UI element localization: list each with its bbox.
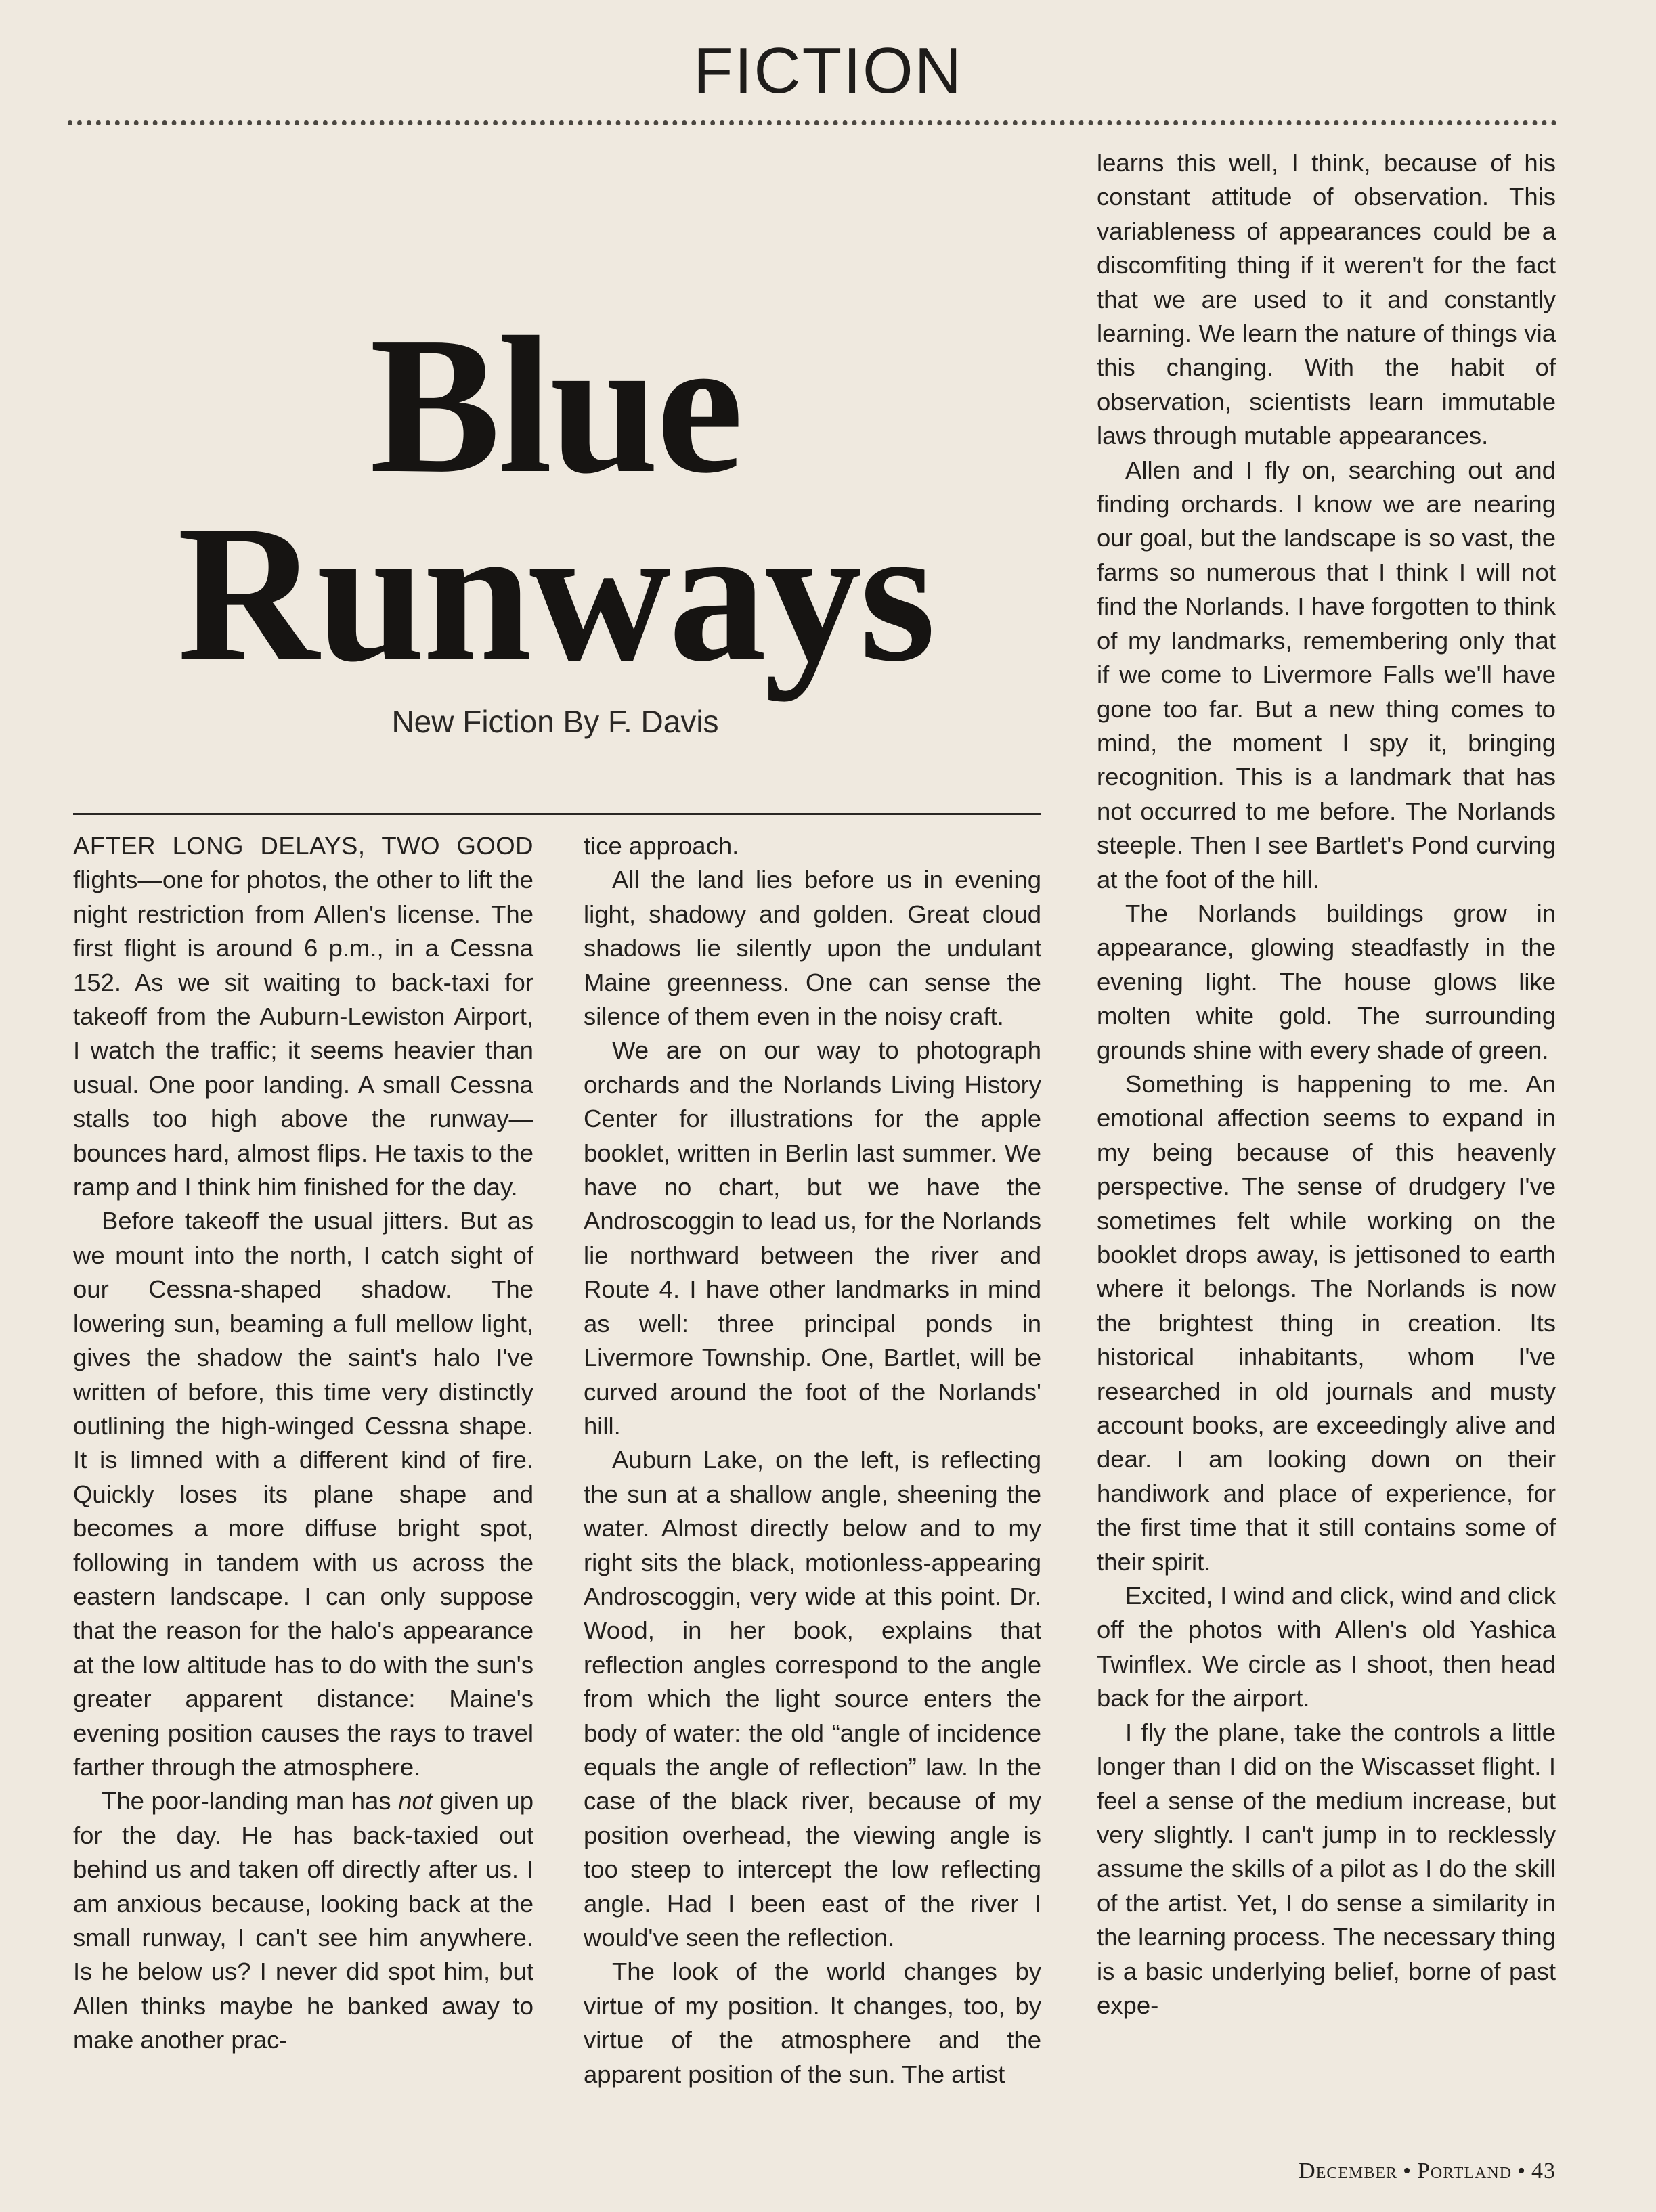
page-footer (1299, 2156, 1556, 2186)
headline-line-2: Runways (177, 485, 934, 702)
paragraph: Excited, I wind and click, wind and click off the photos with Allen's old Yashica Twinflex. We circle as I shoot, then head back for the airport. (1097, 1582, 1556, 1712)
paragraph: learns this well, I think, because of his constant attitude of observation. This variableness of appearances could be a discomfiting thing if it weren't for the fact that we are used to it and constantly learning. We learn the nature of things via this changing. With the habit of observation, scientists learn immutable laws through mutable appearances. (1097, 149, 1556, 450)
paragraph (73, 829, 533, 1204)
byline: New Fiction By F. Davis (391, 704, 719, 739)
byline-rule (73, 813, 1041, 815)
paragraph: Something is happening to me. An emotional affection seems to expand in my being because of this heavenly perspective. The sense of drudgery I've sometimes felt while working on the booklet drops away, is jettisoned to earth where it belongs. The Norlands is now the brightest thing in creation. Its historical inhabitants, whom I've researched in old journals and musty account books, are exceedingly alive and dear. I am looking down on their handiwork and place of experience, for the first time that it still contains some of their spirit. (1097, 1069, 1556, 1576)
footer-magazine: Portland (1416, 2159, 1512, 2184)
paragraph: Auburn Lake, on the left, is reflecting the sun at a shallow angle, sheening the water. Almost directly below and to my right sits the black, motionless-appearing Androscoggin, very wide at this point. Dr. Wood, in her book, explains that reflection angles correspond to the angle from which the light source enters the body of water: the old “angle of incidence equals the angle of reflection” law. In the case of the black river, because of my position overhead, the viewing angle is too steep to intercept the low reflecting angle. Had I been east of the river I would've seen the reflection. (584, 1446, 1041, 1951)
paragraph: Allen and I fly on, searching out and finding orchards. I know we are nearing our goal, but the landscape is so vast, the farms so numerous that I think I will not find the Norlands. I have forgotten to think of my landmarks, remembering only that if we come to Livermore Falls we'll have gone too far. But a new thing comes to mind, the moment I spy it, bringing recognition. This is a landmark that has not occurred to me before. The Norlands steeple. Then I see Bartlet's Pond curving at the foot of the hill. (1097, 456, 1556, 893)
article-column-1 (73, 829, 533, 2058)
paragraph: All the land lies before us in evening light, shadowy and golden. Great cloud shadows lie silently upon the undulant Maine greenness. One can sense the silence of them even in the noisy craft. (584, 866, 1041, 1031)
paragraph: The Norlands buildings grow in appearance, glowing steadfastly in the evening light. The house glows like molten white gold. The surrounding grounds shine with every shade of green. (1097, 899, 1556, 1064)
headline (135, 296, 975, 702)
footer-separator: • (1403, 2159, 1412, 2184)
dotted-divider (68, 120, 1557, 125)
section-header (0, 27, 1656, 115)
headline-line-1: Blue (370, 296, 741, 514)
footer-month: December (1299, 2159, 1398, 2184)
paragraph: The look of the world changes by virtue of my position. It changes, too, by virtue of the atmosphere and the apparent position of the sun. The artist (584, 1957, 1041, 2088)
section-title: FICTION (693, 35, 963, 107)
paragraph: I fly the plane, take the controls a little longer than I did on the Wiscasset flight. I feel a sense of the medium increase, but very slightly. I can't jump in to recklessly assume the skills of a pilot as I do the skill of the artist. Yet, I do sense a similarity in the learning process. The necessary thing is a basic underlying belief, borne of past expe- (1097, 1718, 1556, 2019)
article-column-3 (1097, 146, 1556, 2022)
page-number: 43 (1531, 2159, 1556, 2184)
article-column-2 (584, 829, 1041, 2092)
paragraph (73, 1784, 533, 2057)
lead-in: AFTER LONG DELAYS, TWO GOOD (73, 832, 533, 860)
paragraph: We are on our way to photograph orchards and the Norlands Living History Center for illustrations for the apple booklet, written in Berlin last summer. We have no chart, but we have the Androscoggin to lead us, for the Norlands lie northward between the river and Route 4. I have other landmarks in mind as well: three principal ponds in Livermore Township. One, Bartlet, will be curved around the foot of the Norlands' hill. (584, 1036, 1041, 1440)
footer-separator: • (1517, 2159, 1526, 2184)
paragraph: tice approach. (584, 832, 739, 860)
paragraph: Before takeoff the usual jitters. But as we mount into the north, I catch sight of our Cessna-shaped shadow. The lowering sun, beaming a full mellow light, gives the shadow the saint's halo I've written of before, this time very distinctly outlining the high-winged Cessna shape. It is limned with a different kind of fire. Quickly loses its plane shape and becomes a more diffuse bright spot, following in tandem with us across the eastern landscape. I can only suppose that the reason for the halo's appearance at the low altitude has to do with the sun's greater apparent distance: Maine's evening position causes the rays to travel farther through the atmosphere. (73, 1207, 533, 1781)
paragraph-text: The poor-landing man has (102, 1787, 399, 1815)
paragraph-text: flights—one for photos, the other to lift the night restriction from Allen's license. The first flight is around 6 p.m., in a Cessna 152. As we sit waiting to back-taxi for takeoff from the Auburn-Lewiston Airport, I watch the traffic; it seems heavier than usual. One poor landing. A small Cessna stalls too high above the runway—bounces hard, almost flips. He taxis to the ramp and I think him finished for the day. (73, 866, 533, 1201)
paragraph-text: given up for the day. He has back-taxied out behind us and taken off directly after us. I am anxious because, looking back at the small runway, I can't see him anywhere. Is he below us? I never did spot him, but Allen thinks maybe he banked away to make another prac- (73, 1787, 533, 2054)
emphasis: not (398, 1787, 433, 1815)
